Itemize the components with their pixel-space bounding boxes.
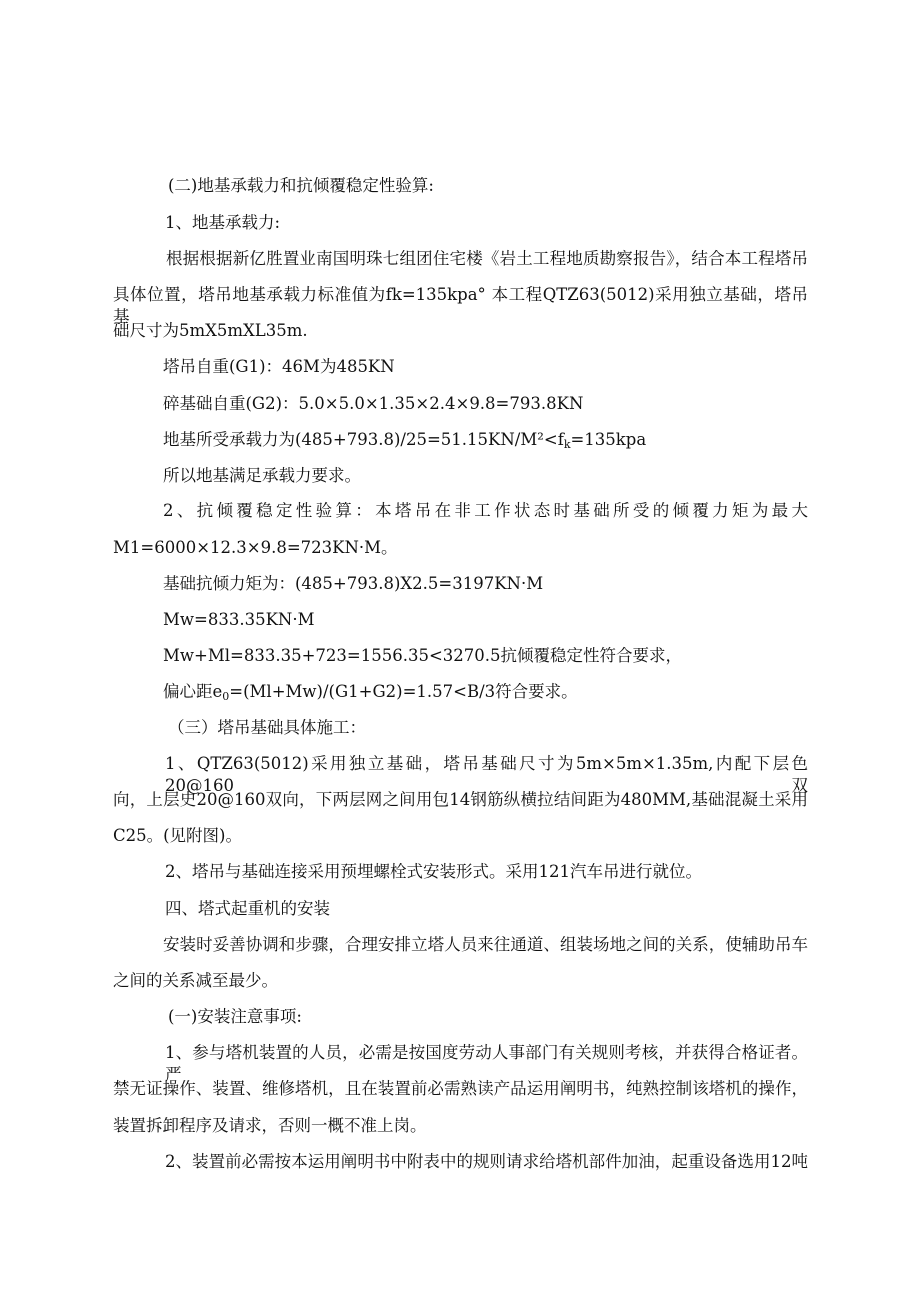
formula-overturning-moment: M1=6000×12.3×9.8=723KN·M。: [113, 538, 398, 557]
subheading-bearing-capacity: 1、地基承载力:: [165, 213, 281, 232]
paragraph-line: 禁无证操作、装置、维修塔机，且在装置前必需熟读产品运用阐明书，纯熟控制该塔机的操作，: [113, 1079, 808, 1098]
paragraph-line: 2、装置前必需按本运用阐明书中附表中的规则请求给塔机部件加油，起重设备选用12吨: [165, 1152, 808, 1171]
formula-eccentricity: 偏心距$e_0=(Ml+Mw)/(G1+G2)=1.57<B/3$符合要求。: [163, 682, 578, 703]
paragraph-line: 1、QTZ63(5012)采用独立基础，塔吊基础尺寸为5m×5m×1.35m,内配下层色20@160双: [165, 754, 808, 795]
paragraph-line: 1、参与塔机装置的人员，必需是按国度劳动人事部门有关规则考核，并获得合格证者。严: [165, 1043, 808, 1084]
section-heading-foundation-check: (二)地基承载力和抗倾覆稳定性验算:: [168, 176, 434, 195]
paragraph-line: 础尺寸为5mX5mXL35m.: [113, 321, 308, 340]
paragraph-line: 具体位置，塔吊地基承载力标准值为fk=135kpa° 本工程QTZ63(5012)采用独立基础，塔吊基: [113, 285, 808, 326]
paragraph-line: 2、塔吊与基础连接采用预埋螺栓式安装形式。采用121汽车吊进行就位。: [165, 862, 702, 881]
subheading-overturning: 2、抗倾覆稳定性验算：本塔吊在非工作状态时基础所受的倾覆力矩为最大: [163, 501, 808, 520]
formula-bearing-load: 地基所受承载力为$(485+793.8)/25=51.15KN/M^2<f_k=135kpa$: [163, 430, 647, 451]
subheading-precautions: (一)安装注意事项:: [168, 1007, 302, 1026]
paragraph-line: C25。(见附图)。: [113, 826, 242, 845]
formula-base-weight: 碎基础自重(G2)：5.0×5.0×1.35×2.4×9.8=793.8KN: [163, 394, 584, 413]
paragraph-line: 之间的关系减至最少。: [113, 971, 278, 990]
section-heading-installation: 四、塔式起重机的安装: [165, 899, 330, 918]
formula-wind-moment: Mw=833.35KN·M: [163, 610, 315, 629]
paragraph-line: 安装时妥善协调和步骤，合理安排立塔人员来往通道、组装场地之间的关系，使辅助吊车: [163, 935, 808, 954]
paragraph-line: 根据根据新亿胜置业南国明珠七组团住宅楼《岩土工程地质勘察报告》，结合本工程塔吊: [166, 249, 808, 268]
conclusion-bearing-ok: 所以地基满足承载力要求。: [163, 466, 361, 485]
paragraph-line: 向，上层史20@160双向，下两层网之间用包14钢筋纵横拉结间距为480MM,基础混凝土采用: [113, 790, 808, 809]
formula-self-weight: 塔吊自重(G1)：46M为485KN: [163, 357, 395, 376]
paragraph-line: 装置拆卸程序及请求，否则一概不准上岗。: [113, 1116, 427, 1135]
formula-total-moment: Mw+Ml=833.35+723=1556.35<3270.5抗倾覆稳定性符合要求，: [163, 646, 683, 665]
formula-resisting-moment: 基础抗倾力矩为：(485+793.8)X2.5=3197KN·M: [163, 574, 544, 593]
section-heading-construction: （三）塔吊基础具体施工：: [168, 718, 366, 737]
